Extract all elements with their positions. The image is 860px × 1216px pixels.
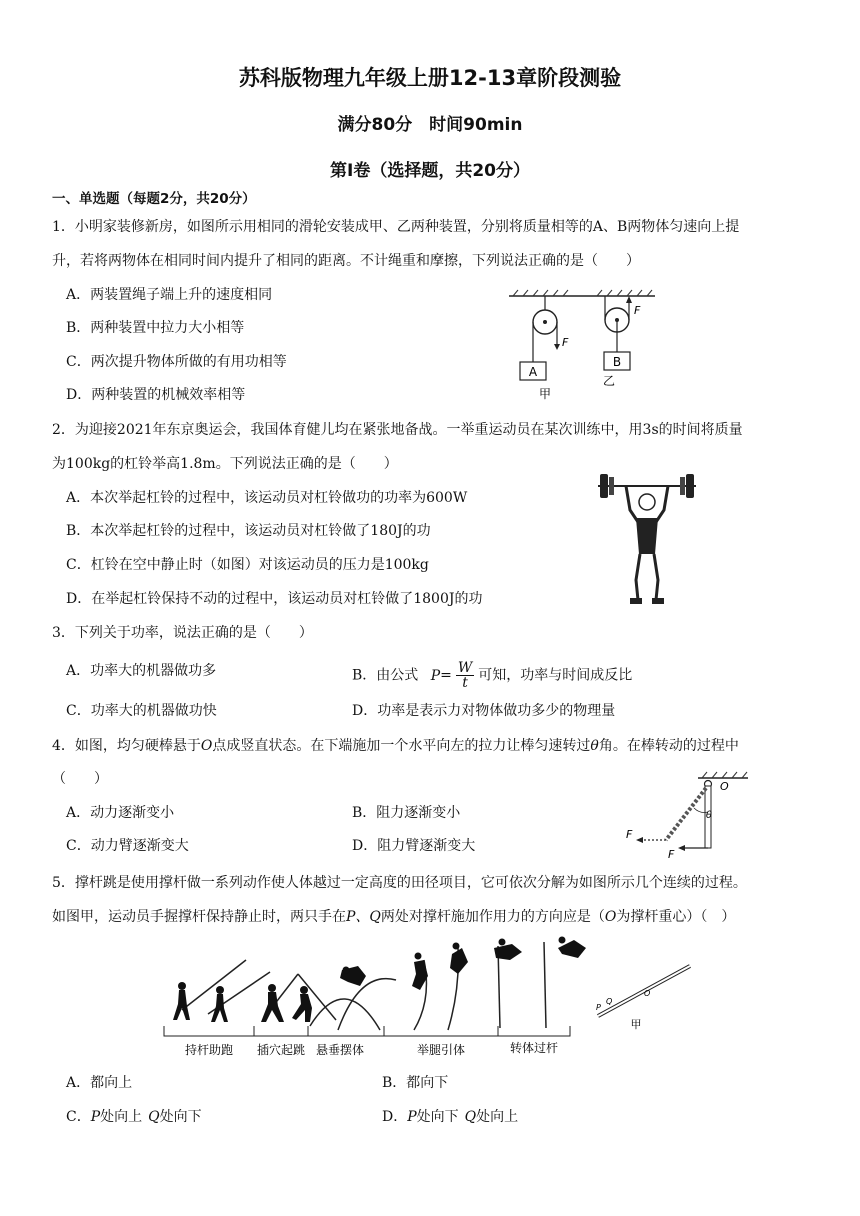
- q4-stem-part-b: 点成竖直状态。在下端施加一个水平向左的拉力让棒匀速转过: [212, 738, 591, 754]
- q5-option-c: [66, 1107, 202, 1127]
- q5-option-d-q: Q: [464, 1109, 477, 1125]
- q2-stem-line1: 2．为迎接2021年东京奥运会，我国体育健儿均在紧张地备战。一举重运动员在某次训练中，用3s的时间将质量: [52, 422, 743, 438]
- part-title: 第Ⅰ卷（选择题，共20分）: [330, 161, 530, 181]
- q5-option-b: B．都向下: [382, 1075, 449, 1091]
- q5-option-d-prefix: D．: [382, 1109, 408, 1125]
- section-title: 一、单选题（每题2分，共20分）: [52, 191, 256, 207]
- q5-stem-point-o: O: [604, 909, 617, 925]
- q4-option-d: D．阻力臂逐渐变大: [352, 838, 476, 854]
- q1-fig-label-f1: F: [562, 336, 569, 349]
- stage-label-4: 举腿引体: [416, 1043, 466, 1057]
- q4-stem-line1: [52, 736, 739, 756]
- q4-fig-label-theta: θ: [705, 810, 712, 821]
- q1-pulley-figure: [505, 288, 665, 406]
- q5-fig-label-p: P: [596, 1003, 601, 1012]
- q3-stem: 3．下列关于功率，说法正确的是（ ）: [52, 625, 313, 641]
- q3-option-b-suffix: 可知，功率与时间成反比: [478, 667, 633, 684]
- q3-option-a: A．功率大的机器做功多: [66, 663, 217, 679]
- q5-option-c-p: P: [90, 1109, 101, 1125]
- q5-stem-pq: P、Q: [346, 909, 381, 925]
- q3-formula-denominator: t: [462, 675, 468, 691]
- q5-stem-part-a: 如图甲，运动员手握撑杆保持静止时，两只手在: [52, 909, 346, 925]
- q5-option-c-suffix: 处向下: [159, 1109, 202, 1125]
- q1-stem-line1: 1．小明家装修新房，如图所示用相同的滑轮安装成甲、乙两种装置，分别将质量相等的A、B两物体匀速向上提: [52, 219, 740, 235]
- stage-label-2: 插穴起跳: [256, 1043, 306, 1057]
- weightlifter-figure: [592, 470, 702, 610]
- q5-option-c-prefix: C．: [66, 1109, 91, 1125]
- q3-formula-fraction: [456, 661, 474, 690]
- q3-option-b: [352, 661, 632, 690]
- q4-stem-point-o: O: [200, 738, 213, 754]
- q3-formula-p: P: [430, 667, 441, 684]
- q5-option-c-mid: 处向上: [100, 1109, 143, 1125]
- q5-fig-label-q: Q: [606, 997, 613, 1006]
- q2-option-d: D．在举起杠铃保持不动的过程中，该运动员对杠铃做了1800J的功: [66, 591, 483, 607]
- q4-fig-label-f2: F: [668, 848, 675, 861]
- q4-fig-label-f1: F: [626, 828, 633, 841]
- q2-stem-line2: 为100kg的杠铃举高1.8m。下列说法正确的是（ ）: [52, 456, 398, 472]
- q5-option-d-suffix: 处向上: [476, 1109, 519, 1125]
- q2-option-c: C．杠铃在空中静止时（如图）对该运动员的压力是100kg: [66, 557, 429, 573]
- q1-fig-label-jia: 甲: [538, 387, 552, 401]
- q1-fig-label-a: A: [528, 365, 538, 379]
- pole-vault-sequence-figure: [160, 930, 700, 1065]
- exam-meta: 满分80分 时间90min: [337, 115, 523, 135]
- q2-option-a: A．本次举起杠铃的过程中，该运动员对杠铃做功的功率为600W: [66, 490, 468, 506]
- q1-fig-label-yi: 乙: [602, 374, 616, 388]
- q3-formula-eq: =: [440, 667, 452, 684]
- stage-label-3: 悬垂摆体: [315, 1043, 365, 1057]
- q5-stem-line1: 5．撑杆跳是使用撑杆做一系列动作使人体越过一定高度的田径项目，它可依次分解为如图所示几个连续的过程。: [52, 875, 747, 891]
- page-title: 苏科版物理九年级上册12-13章阶段测验: [238, 66, 622, 90]
- q4-stem-line2: （ ）: [52, 771, 108, 787]
- q1-option-b: B．两种装置中拉力大小相等: [66, 320, 245, 336]
- q4-option-c: C．动力臂逐渐变大: [66, 838, 189, 854]
- q5-stem-line2: [52, 907, 735, 927]
- q1-option-a: A．两装置绳子端上升的速度相同: [66, 287, 273, 303]
- q1-stem-line2: 升，若将两物体在相同时间内提升了相同的距离。不计绳重和摩擦，下列说法正确的是（ ）: [52, 253, 640, 269]
- q5-pole-diagram-jia: [596, 966, 690, 1031]
- q5-option-c-q: Q: [148, 1109, 160, 1125]
- q1-option-c: C．两次提升物体所做的有用功相等: [66, 354, 287, 370]
- q3-option-c: C．功率大的机器做功快: [66, 703, 217, 719]
- q1-fig-label-b: B: [612, 355, 622, 369]
- q3-formula-numerator: W: [457, 660, 473, 676]
- q4-lever-figure: [624, 768, 754, 860]
- q4-option-b: B．阻力逐渐变小: [352, 805, 461, 821]
- stage-label-5: 转体过杆: [509, 1041, 559, 1055]
- q5-option-d-mid: 处向下: [416, 1109, 459, 1125]
- q5-option-d: [382, 1107, 518, 1127]
- q4-fig-label-o: O: [720, 780, 729, 793]
- q3-option-b-prefix: B．由公式: [352, 667, 419, 684]
- stage-label-1: 持杆助跑: [184, 1043, 234, 1057]
- q4-stem-theta: θ: [590, 738, 599, 754]
- q5-stem-part-b: 两处对撑杆施加作用力的方向应是（: [380, 909, 605, 925]
- q4-stem-part-c: 角。在棒转动的过程中: [598, 738, 739, 754]
- q5-stem-part-c: 为撑杆重心）（ ）: [616, 909, 736, 925]
- q1-option-d: D．两种装置的机械效率相等: [66, 387, 246, 403]
- q4-stem-part-a: 4．如图，均匀硬棒悬于: [52, 738, 201, 754]
- q5-fig-label-o: O: [644, 989, 651, 998]
- q5-fig-label-jia: 甲: [630, 1018, 642, 1031]
- q3-option-d: D．功率是表示力对物体做功多少的物理量: [352, 703, 616, 719]
- q5-option-a: A．都向上: [66, 1075, 133, 1091]
- q4-option-a: A．动力逐渐变小: [66, 805, 175, 821]
- q1-fig-label-f2: F: [634, 304, 641, 317]
- q2-option-b: B．本次举起杠铃的过程中，该运动员对杠铃做了180J的功: [66, 523, 431, 539]
- q5-option-d-p: P: [407, 1109, 417, 1125]
